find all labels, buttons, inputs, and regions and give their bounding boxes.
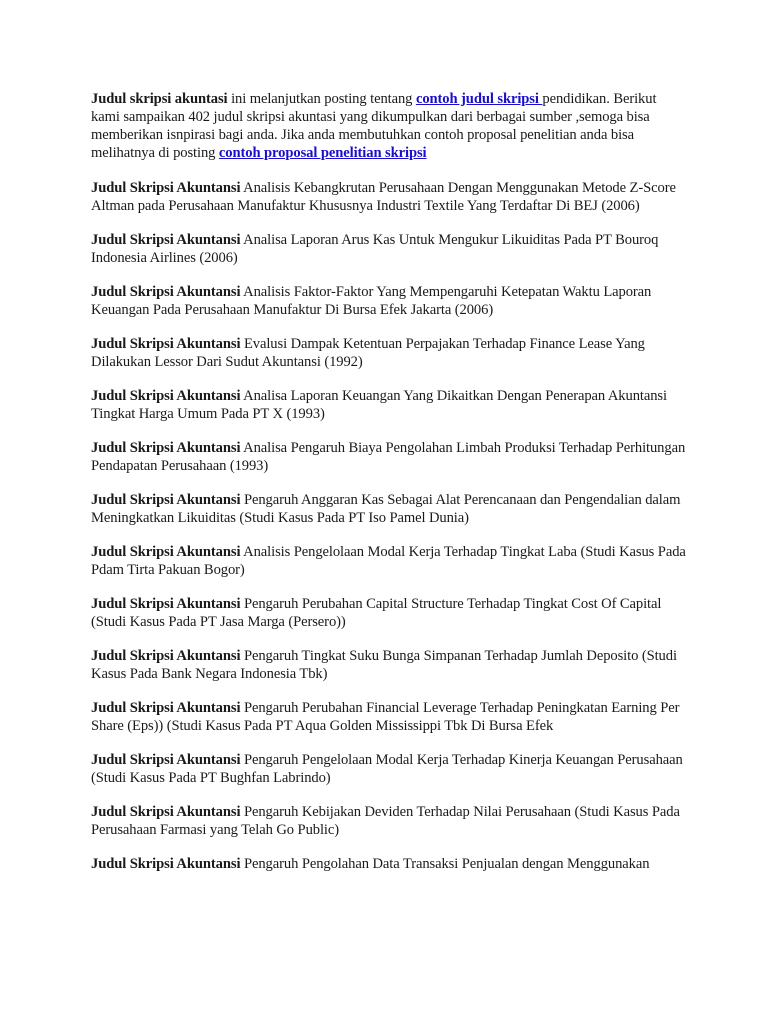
entry-text: Pengaruh Perubahan Capital Structure Terhadap Tingkat Cost Of Capital (Studi Kasus Pada PT Jasa Marga (Persero)) [91, 596, 662, 630]
list-item [91, 855, 688, 873]
entry-lead: Judul Skripsi Akuntansi [91, 544, 241, 560]
link-contoh-proposal-penelitian[interactable]: contoh proposal penelitian skripsi [218, 145, 427, 161]
list-item [91, 439, 688, 475]
entry-lead: Judul Skripsi Akuntansi [91, 700, 241, 716]
entry-lead: Judul Skripsi Akuntansi [91, 180, 241, 196]
entry-text: Pengaruh Pengelolaan Modal Kerja Terhadap Kinerja Keuangan Perusahaan (Studi Kasus Pada PT Bughfan Labrindo) [91, 752, 683, 786]
intro-text-1: ini melanjutkan posting tentang [227, 91, 416, 107]
entry-text: Analisis Faktor-Faktor Yang Mempengaruhi Ketepatan Waktu Laporan Keuangan Pada Perusahaan Manufaktur Di Bursa Efek Jakarta (2006) [91, 284, 652, 318]
list-item [91, 283, 688, 319]
list-item [91, 387, 688, 423]
entry-lead: Judul Skripsi Akuntansi [91, 752, 241, 768]
entry-text: Pengaruh Anggaran Kas Sebagai Alat Perencanaan dan Pengendalian dalam Meningkatkan Likuiditas (Studi Kasus Pada PT Iso Pamel Dunia) [91, 492, 681, 526]
entry-lead: Judul Skripsi Akuntansi [91, 284, 241, 300]
entry-lead: Judul Skripsi Akuntansi [91, 856, 241, 872]
link-contoh-judul-skripsi[interactable]: contoh judul skripsi [415, 91, 543, 107]
list-item [91, 491, 688, 527]
list-item [91, 647, 688, 683]
entry-text: Pengaruh Pengolahan Data Transaksi Penjualan dengan Menggunakan [240, 856, 650, 872]
entry-text: Analisa Laporan Arus Kas Untuk Mengukur Likuiditas Pada PT Bouroq Indonesia Airlines (2006) [91, 232, 659, 266]
entry-text: Analisa Laporan Keuangan Yang Dikaitkan Dengan Penerapan Akuntansi Tingkat Harga Umum Pada PT X (1993) [91, 388, 667, 422]
entry-lead: Judul Skripsi Akuntansi [91, 804, 241, 820]
entry-lead: Judul Skripsi Akuntansi [91, 492, 241, 508]
entry-text: Pengaruh Kebijakan Deviden Terhadap Nilai Perusahaan (Studi Kasus Pada Perusahaan Farmasi yang Telah Go Public) [91, 804, 680, 838]
intro-lead: Judul skripsi akuntasi [91, 91, 228, 107]
list-item [91, 803, 688, 839]
intro-text-2: pendidikan. Berikut kami sampaikan 402 judul skripsi akuntasi yang dikumpulkan dari berbagai sumber ,semoga bisa memberikan isnpirasi bagi anda. Jika anda membutuhkan contoh proposal penelitian anda bisa melihatnya di posting [91, 91, 657, 161]
entry-lead: Judul Skripsi Akuntansi [91, 648, 241, 664]
entry-text: Analisis Kebangkrutan Perusahaan Dengan Menggunakan Metode Z-Score Altman pada Perusahaan Manufaktur Khususnya Industri Textile Yang Terdaftar Di BEJ (2006) [91, 180, 676, 214]
list-item [91, 751, 688, 787]
entry-lead: Judul Skripsi Akuntansi [91, 232, 241, 248]
list-item [91, 335, 688, 371]
entry-lead: Judul Skripsi Akuntansi [91, 440, 241, 456]
list-item [91, 543, 688, 579]
entry-text: Analisa Pengaruh Biaya Pengolahan Limbah Produksi Terhadap Perhitungan Pendapatan Perusahaan (1993) [91, 440, 686, 474]
entry-lead: Judul Skripsi Akuntansi [91, 388, 241, 404]
entry-text: Evalusi Dampak Ketentuan Perpajakan Terhadap Finance Lease Yang Dilakukan Lessor Dari Sudut Akuntansi (1992) [91, 336, 645, 370]
list-item [91, 179, 688, 215]
entry-text: Pengaruh Perubahan Financial Leverage Terhadap Peningkatan Earning Per Share (Eps)) (Studi Kasus Pada PT Aqua Golden Mississippi Tbk Di Bursa Efek [91, 700, 680, 734]
list-item [91, 231, 688, 267]
intro-paragraph [91, 90, 688, 162]
entry-text: Analisis Pengelolaan Modal Kerja Terhadap Tingkat Laba (Studi Kasus Pada Pdam Tirta Pakuan Bogor) [91, 544, 686, 578]
entry-lead: Judul Skripsi Akuntansi [91, 336, 241, 352]
entry-text: Pengaruh Tingkat Suku Bunga Simpanan Terhadap Jumlah Deposito (Studi Kasus Pada Bank Negara Indonesia Tbk) [91, 648, 677, 682]
list-item [91, 699, 688, 735]
entry-lead: Judul Skripsi Akuntansi [91, 596, 241, 612]
list-item [91, 595, 688, 631]
